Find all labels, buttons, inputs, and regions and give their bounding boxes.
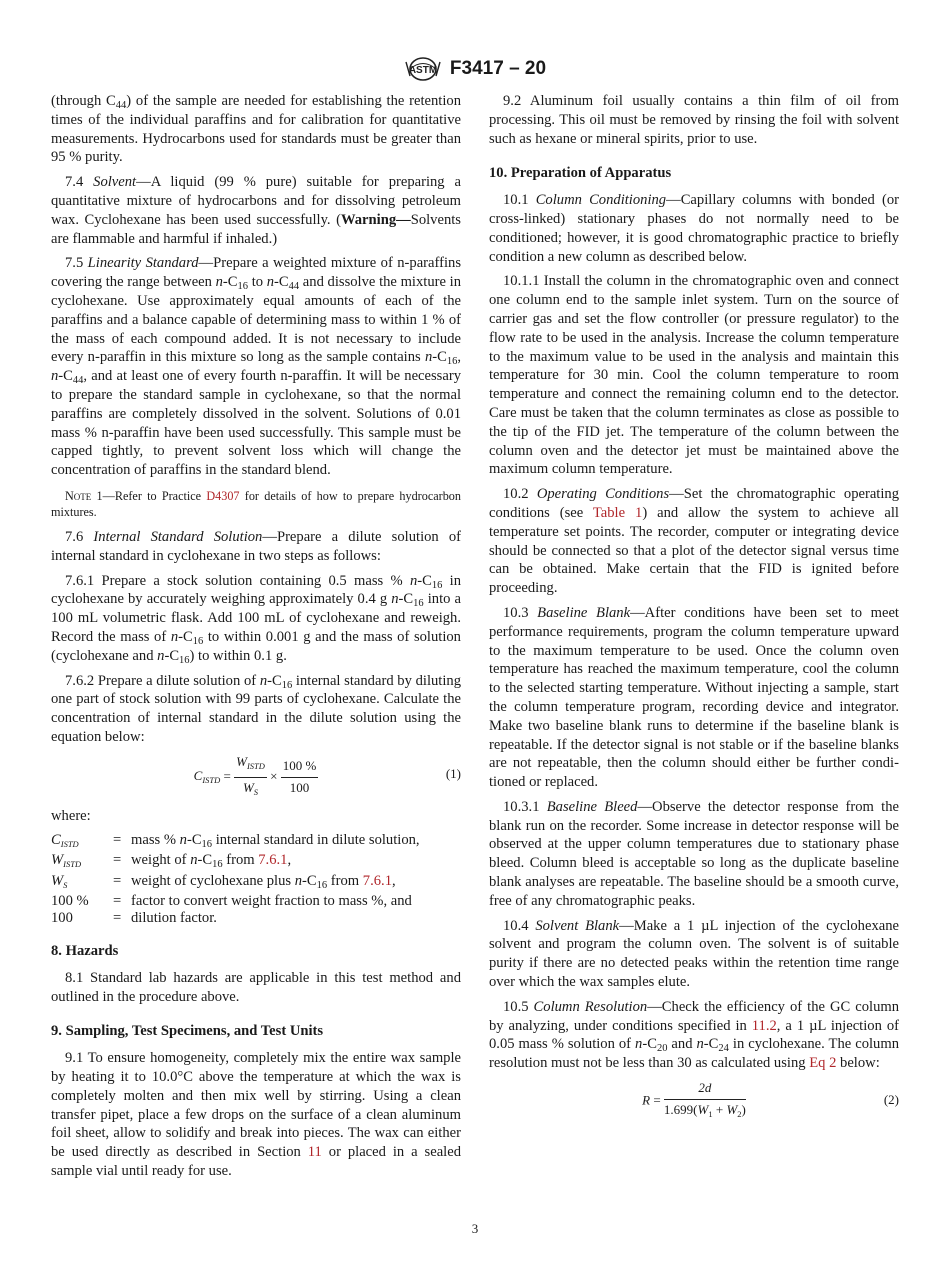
text-run: 10.1 xyxy=(503,192,536,209)
text-run: weight of cyclohexane plus xyxy=(131,872,295,889)
variable-definition xyxy=(131,910,420,927)
fraction xyxy=(664,1079,746,1124)
text-run: -C xyxy=(197,852,213,868)
paragraph xyxy=(489,92,899,148)
text-run: -C xyxy=(178,628,193,645)
text-run: , and at least one of every fourth n-paraffin. It will be necessary to prepare the standard sample in cyclohexane, so that the normal paraffins are completely dissolved in the solvent. Solutions of 0.01 mass % n-paraffin have been used successfully. This sample must be capped tightly, to prevent solvent loss which will change the concentration of paraffins in the standard blend. xyxy=(51,368,461,479)
text-run: internal standard in dilute solution, xyxy=(212,831,420,848)
italic-text: Column Conditioning xyxy=(535,192,667,209)
subscript: 24 xyxy=(718,1043,729,1055)
definition-row xyxy=(51,832,420,853)
variable-symbol xyxy=(51,893,109,910)
text-run: and xyxy=(667,1036,697,1053)
fraction xyxy=(234,753,267,802)
text-run: 10.5 xyxy=(503,998,534,1015)
text-run: , xyxy=(457,349,461,366)
text-run: Solvents are flammable and harmful if inhaled.) xyxy=(51,211,461,247)
text-run: ) to within 0.1 g. xyxy=(189,647,287,664)
text-run: 10.2 xyxy=(503,486,537,503)
equals-sign: = xyxy=(113,893,122,909)
text-run: 7.4 xyxy=(65,174,94,191)
text-run: or placed in a sealed sample vial until ready for use. xyxy=(51,1144,461,1179)
text-run: factor to convert weight fraction to mass %, and xyxy=(131,893,412,909)
text-run: -C xyxy=(58,368,73,385)
left-column xyxy=(51,92,461,1187)
section-heading xyxy=(489,164,899,183)
italic-text: n xyxy=(190,852,198,868)
text-run: 7.6.1 Prepare a stock solution containing 0.5 mass % xyxy=(65,572,410,589)
variable-symbol xyxy=(51,852,109,873)
right-column xyxy=(489,92,899,1133)
italic-text: n xyxy=(215,274,223,291)
text-run: dilution factor. xyxy=(131,909,217,926)
cross-reference-link[interactable]: 11.2 xyxy=(751,1017,777,1034)
italic-text: Solvent xyxy=(93,174,137,191)
subscript: 44 xyxy=(288,281,300,293)
paragraph xyxy=(51,92,461,167)
page-number: 3 xyxy=(471,1221,479,1236)
variable-definition xyxy=(131,832,420,853)
symbol-base: 100 % xyxy=(51,893,89,909)
text-run: -C xyxy=(432,349,447,366)
text-run: —Observe the detector response from the blank run on the recorder. Some increase in detector response will be observed at the upper column temperatures due to stationary phase bleed. Column bleed is acceptable so long as the duplicate baseline blank analyses are repeatable. The baseline should be a smooth curve, free of any chromatographic peaks. xyxy=(489,798,899,909)
paragraph xyxy=(51,672,461,747)
symbol-base: C xyxy=(193,767,203,783)
text-run: —Set the chromatographic operating conditions (see xyxy=(489,486,900,521)
text-run: —Prepare a dilute solution of internal standard in cyclohexane in two steps as follows: xyxy=(51,528,462,564)
text-run: (through C xyxy=(51,93,116,109)
text-run: from xyxy=(222,852,259,868)
text-run: 9. Sampling, Test Specimens, and Test Units xyxy=(51,1023,324,1040)
math-symbol xyxy=(243,780,258,795)
text-run: -C xyxy=(267,672,282,689)
equation-body xyxy=(489,1079,899,1124)
equals-sign: = xyxy=(113,909,122,926)
text-run: to xyxy=(248,274,267,291)
definition-row xyxy=(51,852,420,873)
subscript: 16 xyxy=(316,879,328,891)
text-run: -C xyxy=(398,591,414,608)
text-run: —Make a 1 µL injection of the cyclohexane solvent and program the column oven. The solvent is of suitable purity if there are no detected peaks within the retention time range over which the wax samples elute. xyxy=(489,917,899,991)
text-run: internal standard by diluting one part of stock solution with 99 parts of cyclohexane. Calculate the concentration of internal standard in the dilute solution using the equation below: xyxy=(51,672,462,745)
subscript: 20 xyxy=(656,1043,668,1055)
section-heading xyxy=(51,942,461,961)
paragraph xyxy=(489,604,899,792)
italic-text: n xyxy=(635,1036,643,1053)
cross-reference-link[interactable]: D4307 xyxy=(206,488,240,503)
italic-text: n xyxy=(696,1036,704,1053)
text-run: 8.1 Standard lab hazards are applicable in this test method and outlined in the procedure above. xyxy=(51,969,461,1005)
cross-reference-link[interactable]: 7.6.1 xyxy=(258,852,288,868)
text-run: —Capillary columns with bonded (or cross-linked) stationary phases do not normally need to be conditioned; however, it is good chromatographic practice to briefly condition a new column as described below. xyxy=(489,192,900,265)
variable-definition xyxy=(131,873,420,894)
paragraph xyxy=(51,173,461,248)
text-run: —Check the efficiency of the GC column by analyzing, under conditions specified in xyxy=(489,998,900,1034)
cross-reference-link[interactable]: Table 1 xyxy=(592,504,643,521)
italic-text: n xyxy=(424,349,433,366)
math-symbol xyxy=(236,754,265,769)
italic-text: n xyxy=(409,572,418,589)
definition-row xyxy=(51,910,420,927)
subscript: 16 xyxy=(201,838,213,850)
cross-reference-link[interactable]: 11 xyxy=(307,1144,322,1161)
variable-symbol xyxy=(51,832,109,853)
paragraph xyxy=(489,485,899,598)
text-run: -C xyxy=(186,831,202,848)
text-run: mass % xyxy=(131,831,180,848)
svg-text:ASTM: ASTM xyxy=(408,65,438,76)
paragraph xyxy=(489,998,899,1073)
text-run: , xyxy=(287,852,292,868)
subscript: 16 xyxy=(431,579,443,591)
symbol-R: R xyxy=(642,1092,651,1108)
paragraph xyxy=(51,969,461,1007)
italic-text: Baseline Blank xyxy=(537,604,631,621)
symbol-base: W xyxy=(236,753,247,769)
paragraph xyxy=(489,798,899,911)
denominator-prefix: 1.699( xyxy=(663,1101,698,1117)
text-run: -C xyxy=(302,872,317,889)
symbol-subscript: S xyxy=(253,786,259,797)
math-symbol xyxy=(51,873,67,889)
definition-row xyxy=(51,873,420,894)
math-symbol xyxy=(51,832,79,848)
subscript: 16 xyxy=(413,598,424,610)
text-run: 10.3 xyxy=(503,604,538,621)
symbol-base: W xyxy=(51,852,64,868)
math-symbol xyxy=(698,1102,713,1117)
equation-number: (1) xyxy=(445,765,461,781)
subscript: 16 xyxy=(281,679,293,691)
italic-text: Linearity Standard xyxy=(87,255,199,272)
symbol-subscript: ISTD xyxy=(202,774,221,785)
denominator xyxy=(234,778,267,802)
subscript: 16 xyxy=(192,635,204,647)
text-run: —A liquid (99 % pure) suitable for preparing a quantitative mixture of hydrocarbons and for dissolving petroleum wax. Cyclohexane has been used successfully. ( xyxy=(51,174,461,228)
subscript: 16 xyxy=(179,654,190,666)
document-designation: F3417 – 20 xyxy=(449,58,547,79)
text-run: 7.6 xyxy=(65,528,94,545)
text-run: 1—Refer to Practice xyxy=(91,488,207,503)
symbol-base: 100 xyxy=(51,909,73,926)
numerator xyxy=(234,753,267,778)
text-run: where: xyxy=(51,807,91,824)
paragraph xyxy=(51,254,461,480)
equals-sign: = xyxy=(650,1092,664,1108)
fraction xyxy=(281,757,319,798)
text-run: 7.6.2 Prepare a dilute solution of xyxy=(65,672,260,689)
variable-symbol xyxy=(51,910,109,927)
text-run: 10.4 xyxy=(503,917,536,934)
paragraph xyxy=(51,528,461,566)
symbol-subscript: ISTD xyxy=(246,760,265,771)
symbol-base: W xyxy=(51,872,64,889)
equation-2 xyxy=(489,1079,899,1125)
paragraph xyxy=(51,572,461,666)
variable-symbol xyxy=(51,873,109,894)
equation-1 xyxy=(51,753,461,799)
bold-text: Warning— xyxy=(340,211,411,228)
math-symbol xyxy=(51,852,81,868)
cross-reference-link[interactable]: 7.6.1 xyxy=(362,872,392,889)
equation-body xyxy=(51,753,461,802)
symbol-subscript: S xyxy=(63,879,68,890)
subscript: 16 xyxy=(212,859,223,870)
denominator-suffix: ) xyxy=(741,1101,746,1117)
text-run: 10.1.1 Install the column in the chromatographic oven and connect one column end to the sample inlet system. Turn on the source of carrier gas and set the flow controller (or pressure regulator) to the flow rate to be used in the analysis. Increase the column temperature to the maximum value to be used in the analysis and maintain this temperature for 30 min. Cool the column temperature to room temperature and connect the remaining column end to the detector. Care must be taken that the column terminates as close as possible to the tip of the FID jet. The temperature of the column between the column oven and the detector jet must be maintained above the maximum column temperature. xyxy=(489,273,899,478)
equals-sign: = xyxy=(220,767,235,783)
cross-reference-link[interactable]: Eq 2 xyxy=(809,1055,837,1072)
section-heading xyxy=(51,1022,461,1041)
symbol-subscript: ISTD xyxy=(60,838,79,849)
paragraph xyxy=(489,272,899,479)
subscript: 16 xyxy=(237,281,249,293)
subscript: 44 xyxy=(72,375,84,387)
italic-text: Operating Conditions xyxy=(536,486,670,503)
variable-definition xyxy=(131,893,420,910)
italic-text: n xyxy=(157,647,165,664)
variable-definition xyxy=(131,852,420,873)
times-sign: × xyxy=(266,767,281,783)
symbol-subscript: 2 xyxy=(737,1108,742,1119)
text-run: -C xyxy=(703,1036,719,1053)
math-symbol xyxy=(726,1102,741,1117)
italic-text: n xyxy=(179,831,187,848)
italic-text: Internal Standard Solution xyxy=(93,528,263,545)
text-run: from xyxy=(327,872,363,889)
italic-text: n xyxy=(391,591,399,608)
italic-text: Column Resolution xyxy=(533,998,648,1015)
text-run: , a 1 µL injection of 0.05 mass % solution of xyxy=(489,1017,899,1053)
subscript: 16 xyxy=(446,356,458,368)
symbol-subscript: 1 xyxy=(708,1108,713,1119)
numerator: 2d xyxy=(664,1079,746,1100)
italic-text: n xyxy=(259,672,268,689)
symbol-base: C xyxy=(51,831,61,848)
text-run: —After conditions have been set to meet performance requirements, program the column temperature upward to the maximum temperature to be used. Once the column oven temperature has reached the maximum temperature, cool the column to the selected starting temperature. Without injecting a sample, start the column temperature program, recording device and integrator. Make two baseline blank runs to determine if the baseline blank is repeatable. If the detector signal is not stable or if the baseline blanks are not repeatable, then the column should either be further conditioned or replaced. xyxy=(489,604,899,791)
italic-text: n xyxy=(170,628,179,645)
page-header xyxy=(0,56,950,86)
text-run: weight of xyxy=(131,852,191,868)
text-run: in cyclohexane. The column resolution must not be less than 30 as calculated using xyxy=(489,1036,899,1072)
text-run: 9.1 To ensure homogeneity, completely mix the entire wax sample by heating it to 10.0°C above the temperature at which the wax is completely molten and then mix well by stirring. Using a clean transfer pipet, place a few drops on the surface of a clean aluminum foil sheet, allow to solidify and break into pieces. The wax can either be used directly as described in Section xyxy=(51,1050,461,1161)
astm-logo-icon xyxy=(404,56,442,82)
paragraph xyxy=(489,917,899,992)
text-run: below: xyxy=(836,1055,880,1072)
paragraph xyxy=(51,488,461,520)
italic-text: Baseline Bleed xyxy=(546,798,638,815)
italic-text: n xyxy=(294,872,303,889)
text-run: 10. Preparation of Apparatus xyxy=(489,165,672,182)
text-run: -C xyxy=(164,647,180,664)
symbol-subscript: ISTD xyxy=(63,859,82,869)
text-run: ) of the sample are needed for establishing the retention times of the individual paraffins and for calibration for quantitative measurements. Hydrocarbons used for standards must be greater than 95 % purity. xyxy=(51,93,461,166)
italic-text: Solvent Blank xyxy=(535,917,620,934)
definition-row xyxy=(51,893,420,910)
text-run: ) and allow the system to achieve all temperature set points. The recorder, computer or integrating device should be connected so that a plot of the detector signal versus time can be obtained. Make certain that the FID is ignited before proceeding. xyxy=(489,504,899,597)
text-run: -C xyxy=(642,1036,657,1053)
italic-text: n xyxy=(266,274,275,291)
equals-sign: = xyxy=(113,831,122,848)
equals-sign: = xyxy=(113,852,122,868)
math-symbol xyxy=(194,768,221,783)
symbol-base: W xyxy=(242,779,254,795)
equation-number: (2) xyxy=(883,1092,899,1108)
text-run: for details of how to prepare hydrocarbon mixtures. xyxy=(51,488,461,519)
numerator: 100 % xyxy=(281,757,319,778)
subscript: 44 xyxy=(115,100,127,111)
text-run: -C xyxy=(222,274,238,291)
paragraph xyxy=(51,807,461,826)
text-run: -C xyxy=(417,572,432,589)
paragraph xyxy=(51,1049,461,1181)
denominator: 100 xyxy=(289,779,310,795)
text-run: , xyxy=(391,872,396,889)
plus-sign: + xyxy=(712,1101,727,1117)
text-run: -C xyxy=(274,274,289,291)
text-run: 10.3.1 xyxy=(503,798,547,815)
equals-sign: = xyxy=(113,872,122,889)
text-run: and dissolve the mixture in cyclohexane. Use approximately equal amounts of each of the paraffins and a balance capable of determining mass to within 1 % of the mass of each compound added. It is not necessary to include every n-paraffin in this mixture so long as the sample contains xyxy=(51,274,461,366)
text-run: —Prepare a weighted mixture of n-paraffins covering the range between xyxy=(51,255,461,291)
paragraph xyxy=(489,191,899,266)
text-run: 7.5 xyxy=(65,255,88,272)
denominator xyxy=(664,1100,746,1124)
text-run: 8. Hazards xyxy=(51,943,119,959)
text-run: to within 0.001 g and the mass of solution (cyclohexane and xyxy=(51,628,461,664)
italic-text: n xyxy=(51,368,59,385)
variable-definitions xyxy=(51,832,420,927)
text-run: 9.2 Aluminum foil usually contains a thin film of oil from processing. This oil must be removed by rinsing the foil with solvent such as hexane or mineral spirits, prior to use. xyxy=(489,93,899,147)
symbol-base: W xyxy=(726,1101,738,1117)
small-caps-text: Note xyxy=(65,488,92,503)
text-run: in cyclohexane by accurately weighing approximately 0.4 g xyxy=(51,572,462,608)
symbol-base: W xyxy=(697,1101,709,1117)
text-run: into a 100 mL volumetric flask. Add 100 mL of cyclohexane and reweigh. Record the mass of xyxy=(51,591,461,645)
